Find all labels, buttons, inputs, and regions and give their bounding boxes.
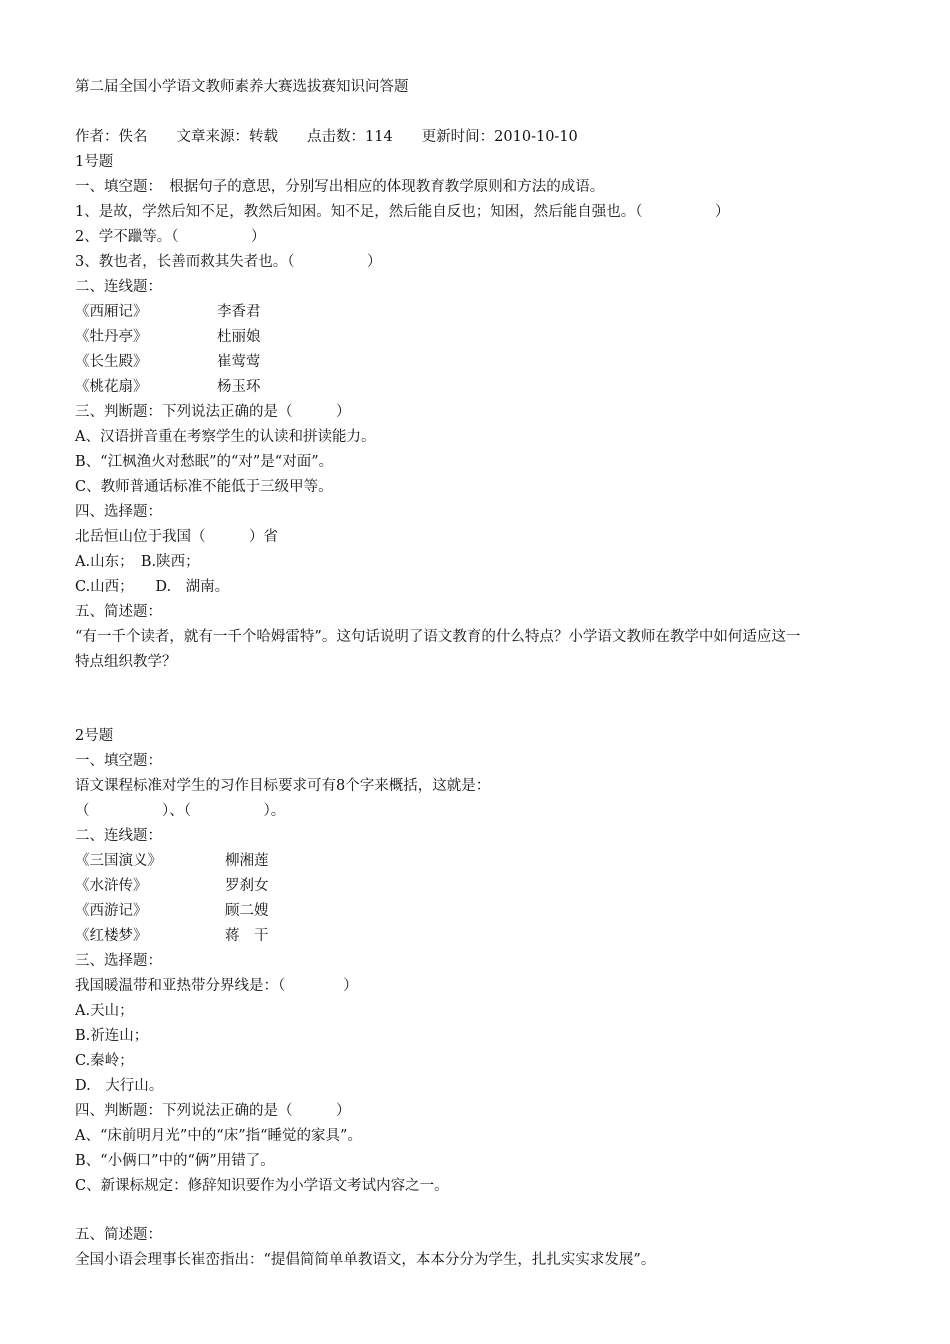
q1-judge-b: B、“江枫渔火对愁眠”的“对”是“对面”。	[75, 454, 334, 470]
q1-match-title: 二、连线题：	[75, 279, 162, 295]
q1-choice-question: 北岳恒山位于我国（ ）省	[75, 529, 278, 545]
q2-match-right-2: 罗刹女	[225, 878, 269, 894]
q1-fill-item-3: 3、教也者，长善而救其失者也。（ ）	[75, 254, 382, 270]
q1-choice-ab: A.山东； B.陕西；	[75, 554, 200, 570]
q1-choice-cd: C.山西； D. 湖南。	[75, 579, 230, 595]
q2-match-left-4: 《红楼梦》	[75, 928, 148, 944]
q2-choice-d: D. 大行山。	[75, 1078, 164, 1094]
q2-fill-title: 一、填空题：	[75, 753, 162, 769]
q1-fill-title: 一、填空题： 根据句子的意思，分别写出相应的体现教育教学原则和方法的成语。	[75, 179, 605, 195]
q2-heading: 2号题	[75, 728, 114, 744]
q2-choice-b: B.祈连山；	[75, 1028, 149, 1044]
q2-match-right-1: 柳湘莲	[225, 853, 269, 869]
q2-choice-question: 我国暖温带和亚热带分界线是：（ ）	[75, 978, 358, 994]
q1-heading: 1号题	[75, 154, 114, 170]
q1-fill-item-1: 1、是故，学然后知不足，教然后知困。知不足，然后能自反也；知困，然后能自强也。（ ）	[75, 204, 730, 220]
q1-match-left-4: 《桃花扇》	[75, 379, 148, 395]
q2-choice-a: A.天山；	[75, 1003, 134, 1019]
q2-judge-title: 四、判断题：下列说法正确的是（ ）	[75, 1103, 351, 1119]
q1-judge-a: A、汉语拼音重在考察学生的认读和拼读能力。	[75, 429, 376, 445]
q2-judge-b: B、“小俩口”中的“俩”用错了。	[75, 1153, 275, 1169]
q1-match-left-1: 《西厢记》	[75, 304, 148, 320]
q2-match-left-1: 《三国演义》	[75, 853, 162, 869]
q2-fill-blanks: （ ）、（ ）。	[75, 803, 286, 819]
q2-judge-a: A、“床前明月光”中的“床”指“睡觉的家具”。	[75, 1128, 362, 1144]
q2-choice-title: 三、选择题：	[75, 953, 162, 969]
q2-short-text-1: 全国小语会理事长崔峦指出：“提倡简简单单教语文，本本分分为学生，扎扎实实求发展”。	[75, 1252, 656, 1268]
q2-match-title: 二、连线题：	[75, 828, 162, 844]
q1-match-left-3: 《长生殿》	[75, 354, 148, 370]
q1-match-right-1: 李香君	[217, 304, 261, 320]
q2-short-title: 五、简述题：	[75, 1227, 162, 1243]
q1-short-text-2: 特点组织教学？	[75, 654, 177, 670]
q1-judge-c: C、教师普通话标准不能低于三级甲等。	[75, 479, 333, 495]
q1-short-title: 五、简述题：	[75, 604, 162, 620]
q1-match-right-4: 杨玉环	[217, 379, 261, 395]
q1-match-right-2: 杜丽娘	[217, 329, 261, 345]
q2-match-left-3: 《西游记》	[75, 903, 148, 919]
article-meta: 作者：佚名 文章来源：转载 点击数：114 更新时间：2010-10-10	[75, 129, 578, 145]
document-title: 第二届全国小学语文教师素养大赛选拔赛知识问答题	[75, 79, 409, 95]
q1-choice-title: 四、选择题：	[75, 504, 162, 520]
q2-match-right-4: 蒋 干	[225, 928, 269, 944]
q2-choice-c: C.秦岭；	[75, 1053, 134, 1069]
q1-match-right-3: 崔莺莺	[217, 354, 261, 370]
q2-match-left-2: 《水浒传》	[75, 878, 148, 894]
q2-match-right-3: 顾二嫂	[225, 903, 269, 919]
q1-fill-item-2: 2、学不躐等。（ ）	[75, 229, 266, 245]
q1-judge-title: 三、判断题：下列说法正确的是（ ）	[75, 404, 351, 420]
q2-judge-c: C、新课标规定：修辞知识要作为小学语文考试内容之一。	[75, 1178, 449, 1194]
q1-match-left-2: 《牡丹亭》	[75, 329, 148, 345]
q1-short-text-1: “有一千个读者，就有一千个哈姆雷特”。这句话说明了语文教育的什么特点？小学语文教师在教学中如何适应这一	[75, 629, 801, 645]
q2-fill-question: 语文课程标准对学生的习作目标要求可有8个字来概括，这就是：	[75, 778, 491, 794]
